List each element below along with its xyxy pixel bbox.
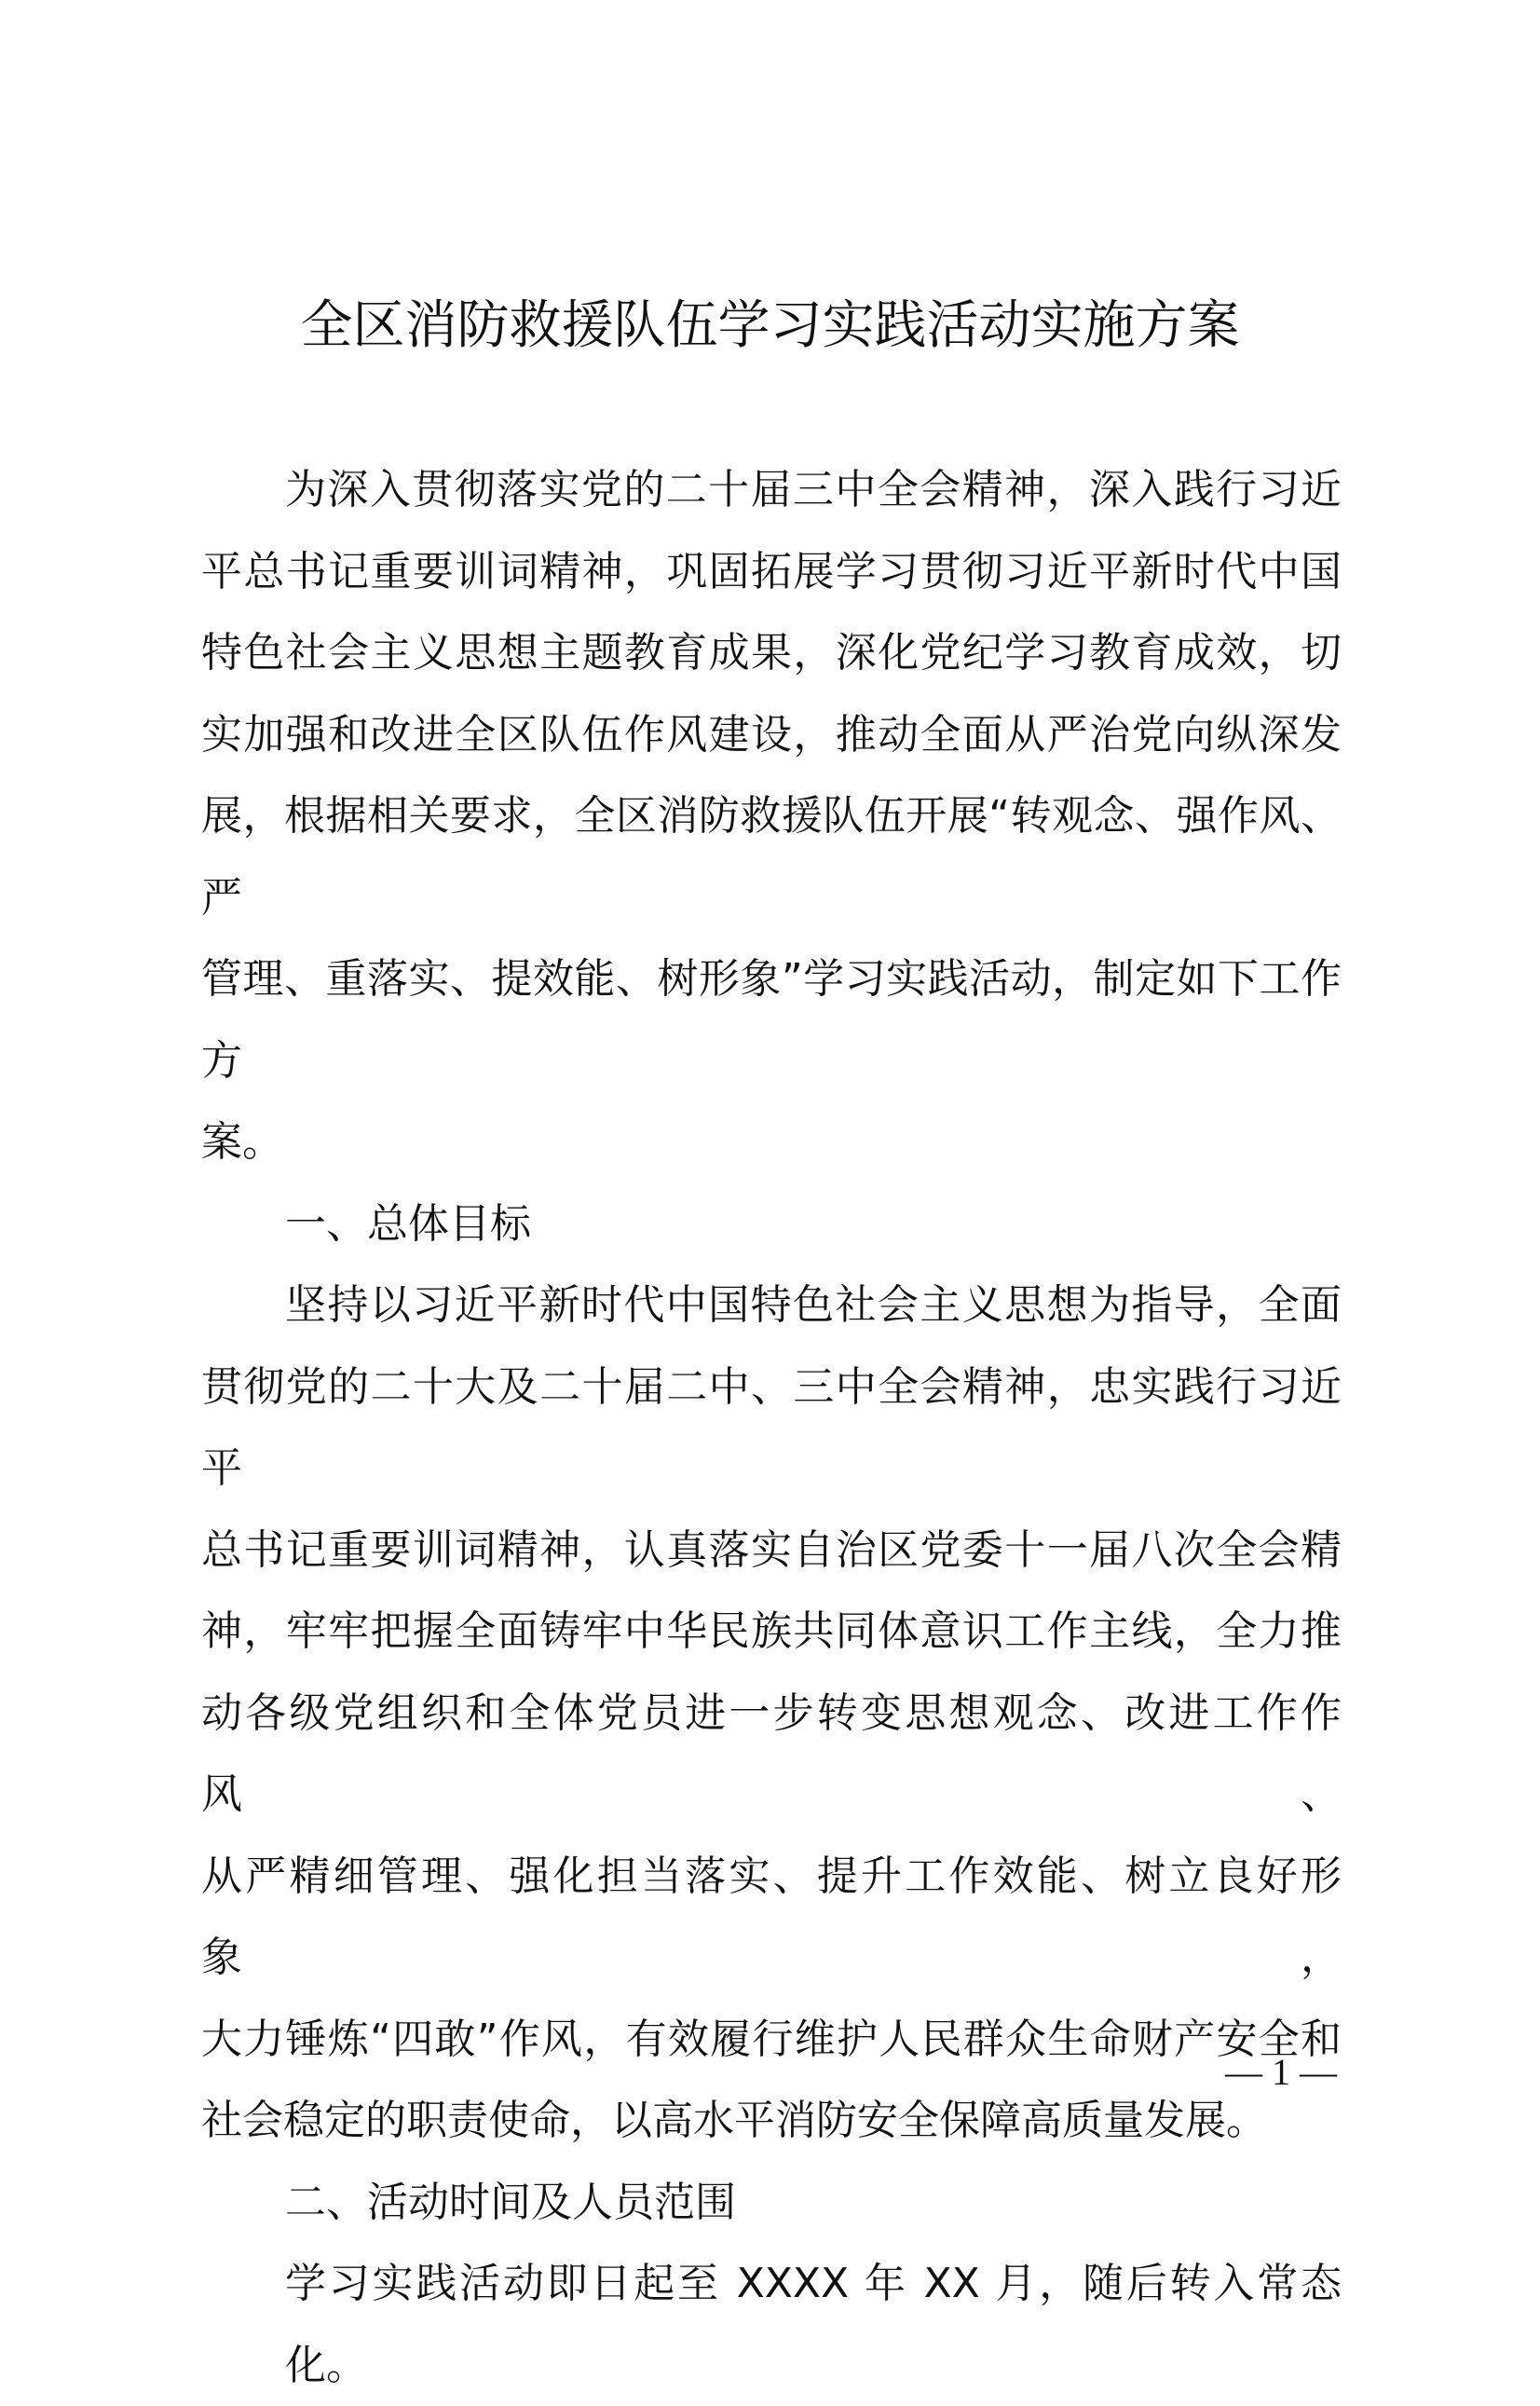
text-line: 大力锤炼“四敢”作风，有效履行维护人民群众生命财产安全和 <box>201 2015 1342 2063</box>
text-line: 特色社会主义思想主题教育成果，深化党纪学习教育成效，切 <box>201 629 1342 677</box>
text-line: 为深入贯彻落实党的二十届三中全会精神，深入践行习近 <box>285 466 1342 513</box>
text-line: 二、活动时间及人员范围 <box>285 2178 736 2226</box>
text-line: 社会稳定的职责使命，以高水平消防安全保障高质量发展。 <box>201 2097 1267 2144</box>
text-line: 从严精细管理、强化担当落实、提升工作效能、树立良好形象， <box>201 1852 1342 1981</box>
text-line: 学习实践活动即日起至 XXXX 年 XX 月，随后转入常态化。 <box>285 2260 1342 2389</box>
document-title: 全区消防救援队伍学习实践活动实施方案 <box>300 295 1240 356</box>
text-line: 平总书记重要训词精神，巩固拓展学习贯彻习近平新时代中国 <box>201 547 1342 595</box>
text-line: 管理、重落实、提效能、树形象”学习实践活动，制定如下工作方 <box>201 955 1342 1085</box>
paragraph <box>201 2243 1342 2406</box>
text-line: 案。 <box>201 1118 283 1166</box>
text-line: 动各级党组织和全体党员进一步转变思想观念、改进工作作风、 <box>201 1688 1342 1818</box>
page-number: — 1 — <box>1225 2051 1337 2093</box>
text-line: 一、总体目标 <box>285 1199 531 1248</box>
text-line: 实加强和改进全区队伍作风建设，推动全面从严治党向纵深发 <box>201 710 1342 759</box>
paragraph <box>201 1265 1342 2162</box>
section-heading <box>201 2162 1342 2244</box>
text-line: 神，牢牢把握全面铸牢中华民族共同体意识工作主线，全力推 <box>201 1607 1342 1655</box>
document-body <box>201 449 1342 2406</box>
text-line: 总书记重要训词精神，认真落实自治区党委十一届八次全会精 <box>201 1525 1342 1574</box>
paragraph <box>201 449 1342 1183</box>
section-heading <box>201 1183 1342 1265</box>
text-line: 展，根据相关要求，全区消防救援队伍开展“转观念、强作风、严 <box>201 792 1342 922</box>
text-line: 贯彻党的二十大及二十届二中、三中全会精神，忠实践行习近平 <box>201 1362 1342 1492</box>
text-line: 坚持以习近平新时代中国特色社会主义思想为指导，全面 <box>285 1281 1342 1329</box>
